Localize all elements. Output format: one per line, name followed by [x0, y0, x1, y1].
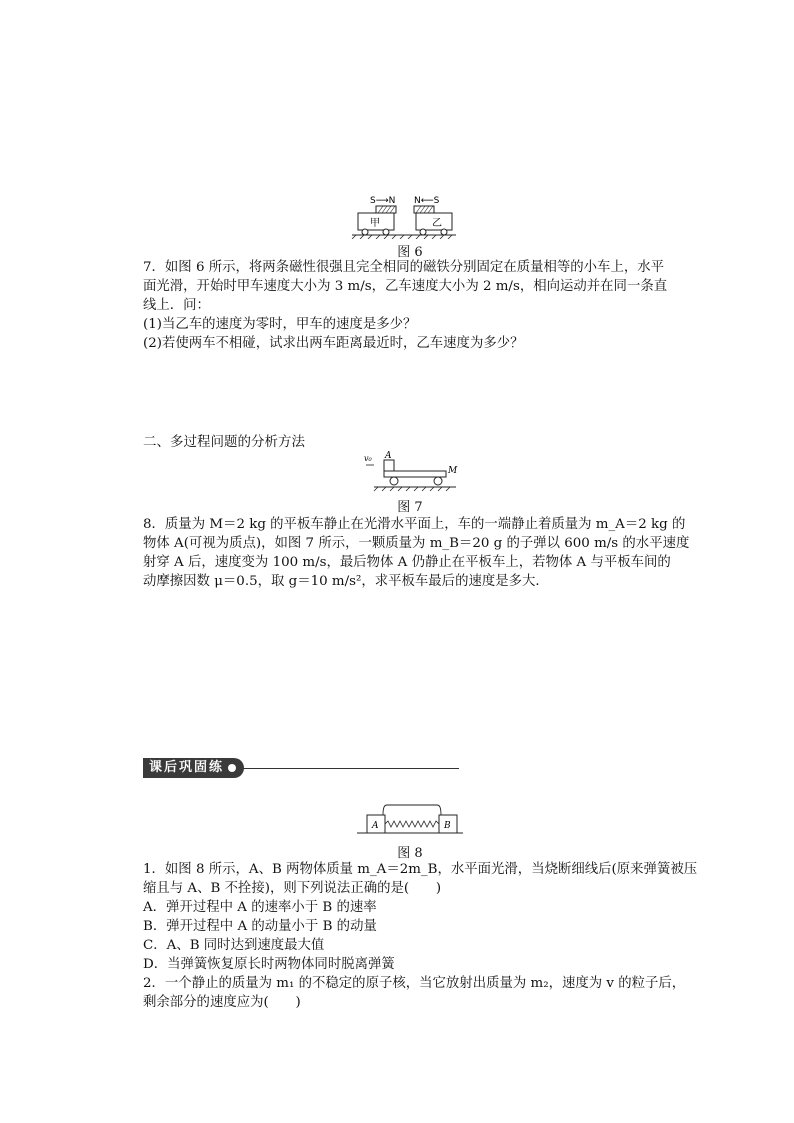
q7-sub-1: (1)当乙车的速度为零时，甲车的速度是多少？: [143, 317, 417, 332]
b-label: B: [444, 821, 451, 831]
v0-label: v₀: [364, 454, 372, 463]
q7-sub-2: (2)若使两车不相碰，试求出两车距离最近时，乙车速度为多少？: [143, 336, 524, 351]
p1-option-a: A．弹开过程中 A 的速率小于 B 的速率: [143, 900, 377, 915]
p2-line-2: 剩余部分的速度应为( ): [143, 995, 301, 1010]
plank-cart: [384, 471, 446, 477]
q7-line-2: 面光滑，开始时甲车速度大小为 3 m/s，乙车速度大小为 2 m/s，相向运动并在同一条直: [143, 279, 668, 294]
figure-8-caption: 图 8: [397, 846, 423, 861]
q8-line-2: 物体 A(可视为质点)，如图 7 所示，一颗质量为 m_B＝20 g 的子弹以 600 m/s 的水平速度: [143, 536, 690, 551]
figure-7-plank-cart: [360, 450, 460, 492]
a-label: A: [385, 451, 392, 461]
figure-6-two-carts-magnets: [350, 193, 460, 239]
figure-8-spring-blocks: [355, 803, 467, 837]
q7-line-3: 线上．问：: [143, 298, 210, 313]
section-rule: [243, 768, 459, 769]
question-7: [143, 258, 683, 353]
bullet-icon: [228, 764, 236, 772]
section-bar-label: 课后巩固练: [149, 760, 225, 775]
q8-line-4: 动摩擦因数 μ＝0.5，取 g＝10 m/s²，求平板车最后的速度是多大．: [143, 574, 549, 589]
cart-left-label: 甲: [370, 218, 380, 229]
figure-7-caption: 图 7: [397, 500, 423, 515]
p1-option-b: B．弹开过程中 A 的动量小于 B 的动量: [143, 919, 377, 934]
problem-2: [143, 974, 686, 1012]
string: [383, 805, 441, 815]
problem-1: [143, 860, 698, 974]
magnet-right-label: N⟵S: [414, 196, 440, 206]
section-2-heading: 二、多过程问题的分析方法: [143, 434, 305, 450]
m-label: M: [448, 466, 458, 476]
p2-line-1: 2．一个静止的质量为 m₁ 的不稳定的原子核，当它放射出质量为 m₂，速度为 v 的粒子后，: [143, 976, 686, 991]
q7-line-1: 7．如图 6 所示，将两条磁性很强且完全相同的磁铁分别固定在质量相等的小车上，水平: [143, 260, 665, 275]
p1-line-1: 1．如图 8 所示，A、B 两物体质量 m_A＝2m_B，水平面光滑，当烧断细线后(原来弹簧被压: [143, 862, 698, 877]
a-label: A: [372, 821, 379, 831]
block-a: [384, 460, 394, 471]
magnet-left-label: S⟶N: [370, 196, 396, 206]
q8-line-1: 8．质量为 M＝2 kg 的平板车静止在光滑水平面上，车的一端静止着质量为 m_A＝2 kg 的: [143, 517, 686, 532]
q8-line-3: 射穿 A 后，速度变为 100 m/s，最后物体 A 仍静止在平板车上，若物体 A 与平板车间的: [143, 555, 671, 570]
cart-right-label: 乙: [432, 218, 442, 229]
p1-line-2: 缩且与 A、B 不拴接)，则下列说法正确的是( ): [143, 881, 442, 896]
spring: [385, 821, 439, 827]
figure-6-caption: 图 6: [397, 245, 423, 260]
question-8: [143, 515, 690, 591]
p1-option-d: D．当弹簧恢复原长时两物体同时脱离弹簧: [143, 957, 395, 972]
section-bar: [143, 758, 459, 778]
p1-option-c: C．A、B 同时达到速度最大值: [143, 938, 325, 953]
section-bar-label-box: [143, 758, 244, 778]
